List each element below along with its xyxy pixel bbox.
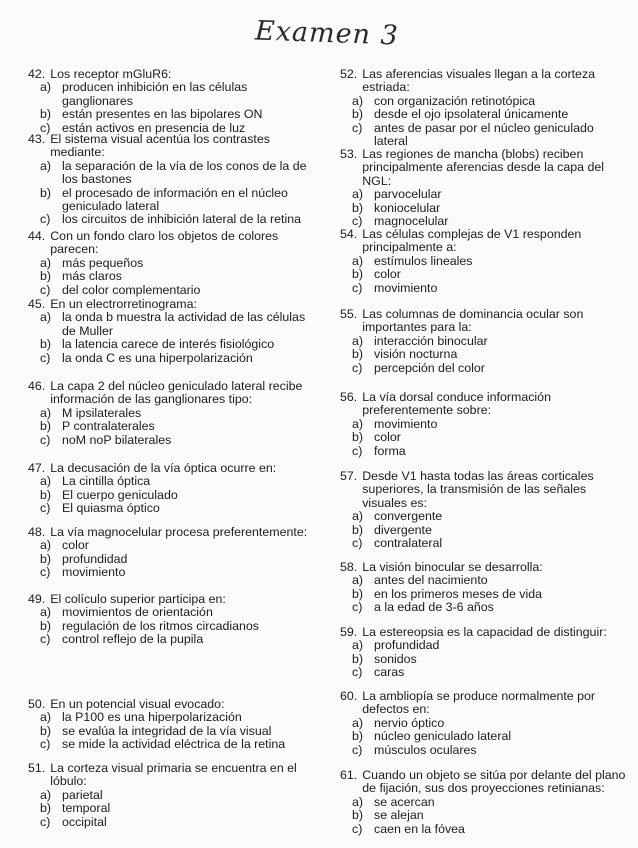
option-text: regulación de los ritmos circadianos [62, 618, 259, 633]
option-text: movimiento [374, 280, 438, 295]
answer-option [28, 539, 318, 552]
question-text: La vía dorsal conduce información preferentemente sobre: [362, 390, 551, 418]
answer-option [340, 666, 628, 679]
question-number: 51. [28, 761, 46, 775]
option-text: caen en la fóvea [374, 821, 465, 836]
question-text: La vía magnocelular procesa preferentemente: [50, 525, 308, 539]
answer-option [340, 431, 628, 444]
exam-title: Examen 3 [254, 15, 400, 52]
question-number: 45. [28, 297, 46, 311]
question-56 [340, 391, 628, 458]
question-number: 48. [28, 525, 46, 539]
question-43 [28, 133, 318, 227]
question-61 [340, 769, 628, 836]
option-letter: a) [352, 638, 364, 653]
option-text: movimiento [62, 565, 126, 580]
option-letter: c) [352, 443, 363, 458]
option-text: movimiento [374, 416, 438, 431]
option-text: se evalúa la integridad de la vía visual [62, 723, 272, 738]
option-text: movimientos de orientación [62, 605, 213, 620]
option-letter: c) [40, 814, 51, 829]
option-text: M ipsilaterales [62, 405, 142, 420]
answer-option [28, 711, 318, 724]
answer-option [340, 796, 628, 809]
question-stem [340, 148, 628, 188]
option-text: caras [374, 665, 405, 680]
question-stem [28, 230, 318, 257]
option-letter: c) [40, 632, 51, 647]
answer-option [340, 639, 628, 652]
answer-option [28, 816, 318, 829]
option-text: El cuerpo geniculado [62, 487, 178, 502]
answer-option [340, 255, 628, 268]
question-text: Con un fondo claro los objetos de colores parecen: [50, 229, 279, 257]
option-text: producen inhibición en las células ganglionares [62, 80, 248, 108]
answer-option [340, 95, 628, 108]
question-text: El colículo superior participa en: [50, 592, 226, 606]
question-50 [28, 698, 318, 752]
question-stem [340, 626, 628, 639]
question-stem [28, 68, 318, 81]
answer-option [340, 335, 628, 348]
question-number: 54. [340, 227, 358, 241]
question-number: 60. [340, 689, 358, 703]
answer-option [28, 738, 318, 751]
answer-option [340, 348, 628, 361]
question-text: Las células complejas de V1 responden principalmente a: [362, 227, 582, 255]
question-57 [340, 470, 628, 550]
option-letter: a) [40, 405, 52, 420]
question-59 [340, 626, 628, 680]
option-text: forma [374, 443, 406, 458]
option-text: interacción binocular [374, 333, 488, 348]
option-text: núcleo geniculado lateral [374, 729, 512, 744]
option-text: nervio óptico [374, 715, 445, 730]
question-stem [340, 690, 628, 717]
option-text: en los primeros meses de vida [374, 586, 543, 601]
question-stem [28, 698, 318, 711]
option-letter: b) [40, 618, 52, 633]
option-text: profundidad [374, 638, 440, 653]
question-number: 44. [28, 229, 46, 243]
question-stem [28, 593, 318, 606]
answer-option [340, 730, 628, 743]
question-number: 56. [340, 390, 358, 404]
answer-option [340, 122, 628, 149]
question-55 [340, 308, 628, 375]
question-stem [28, 762, 318, 789]
question-text: La decusación de la vía óptica ocurre en: [50, 461, 277, 475]
option-text: desde el ojo ipsolateral únicamente [374, 107, 569, 122]
question-number: 43. [28, 132, 46, 146]
option-text: la onda C es una hiperpolarización [62, 350, 253, 365]
question-54 [340, 228, 628, 295]
option-letter: c) [352, 280, 363, 295]
option-letter: a) [40, 538, 52, 553]
answer-option [28, 475, 318, 488]
option-letter: b) [352, 107, 364, 122]
question-text: Los receptor mGluR6: [50, 67, 172, 81]
answer-option [28, 213, 318, 226]
option-letter: b) [352, 267, 364, 282]
option-letter: b) [40, 551, 52, 566]
option-letter: b) [352, 651, 364, 666]
question-stem [340, 308, 628, 335]
option-text: antes del nacimiento [374, 573, 488, 588]
answer-option [28, 434, 318, 447]
option-letter: a) [40, 710, 52, 725]
option-letter: a) [352, 253, 364, 268]
option-letter: b) [40, 419, 52, 434]
answer-option [28, 160, 318, 187]
question-text: Las regiones de mancha (blobs) reciben principalmente aferencias desde la capa del NGL: [362, 147, 605, 188]
option-letter: c) [40, 501, 51, 516]
answer-option [28, 284, 318, 297]
question-53 [340, 148, 628, 228]
question-number: 57. [340, 469, 358, 483]
answer-option [28, 789, 318, 802]
option-text: se mide la actividad eléctrica de la retina [62, 737, 286, 752]
option-letter: a) [40, 310, 52, 325]
option-letter: b) [40, 337, 52, 352]
option-text: estímulos lineales [374, 253, 473, 268]
option-text: occipital [62, 814, 107, 829]
option-text: más claros [62, 269, 122, 284]
question-stem [28, 298, 318, 311]
answer-option [28, 81, 318, 108]
question-stem [28, 526, 318, 539]
answer-option [340, 717, 628, 730]
answer-option [28, 420, 318, 433]
option-text: convergente [374, 509, 443, 524]
option-text: temporal [62, 801, 111, 816]
option-letter: a) [352, 794, 364, 809]
option-text: color [374, 430, 401, 445]
question-stem [340, 769, 628, 796]
question-number: 53. [340, 147, 358, 161]
answer-option [340, 418, 628, 431]
option-letter: b) [352, 808, 364, 823]
answer-option [340, 524, 628, 537]
option-text: músculos oculares [374, 742, 477, 757]
question-number: 50. [28, 697, 46, 711]
answer-option [340, 744, 628, 757]
question-stem [340, 470, 628, 510]
answer-option [28, 407, 318, 420]
option-letter: a) [352, 416, 364, 431]
option-letter: c) [40, 565, 51, 580]
answer-option [28, 502, 318, 515]
answer-option [28, 338, 318, 351]
option-letter: b) [40, 185, 52, 200]
answer-option [340, 601, 628, 614]
option-text: se acercan [374, 794, 435, 809]
option-text: contralateral [374, 536, 443, 551]
option-letter: b) [352, 430, 364, 445]
question-60 [340, 690, 628, 757]
question-text: La visión binocular se desarrolla: [362, 560, 543, 574]
option-text: control reflejo de la pupila [62, 632, 204, 647]
answer-option [28, 489, 318, 502]
option-letter: b) [40, 107, 52, 122]
option-letter: c) [40, 432, 51, 447]
answer-option [28, 633, 318, 646]
question-number: 61. [340, 768, 358, 782]
option-text: están activos en presencia de luz [62, 120, 246, 135]
option-text: divergente [374, 522, 432, 537]
question-text: En un potencial visual evocado: [50, 697, 225, 711]
question-text: En un electrorretinograma: [50, 297, 197, 311]
option-letter: a) [352, 715, 364, 730]
option-letter: c) [40, 120, 51, 135]
answer-option [340, 653, 628, 666]
question-number: 46. [28, 379, 46, 393]
answer-option [28, 311, 318, 338]
option-letter: c) [352, 665, 363, 680]
question-stem [340, 561, 628, 574]
option-text: el procesado de información en el núcleo geniculado lateral [62, 185, 288, 214]
option-letter: b) [352, 522, 364, 537]
answer-option [340, 202, 628, 215]
option-letter: c) [352, 821, 363, 836]
answer-option [340, 108, 628, 121]
option-letter: c) [352, 214, 363, 229]
question-text: Las aferencias visuales llegan a la corteza estriada: [362, 67, 596, 95]
option-text: color [374, 267, 401, 282]
answer-option [340, 809, 628, 822]
option-letter: a) [40, 605, 52, 620]
question-number: 59. [340, 625, 358, 639]
option-text: la latencia carece de interés fisiológico [62, 337, 275, 352]
option-text: profundidad [62, 551, 128, 566]
option-text: noM noP bilaterales [62, 432, 172, 447]
option-text: magnocelular [374, 214, 449, 229]
question-number: 58. [340, 560, 358, 574]
answer-option [28, 606, 318, 619]
question-stem [28, 380, 318, 407]
option-letter: b) [352, 729, 364, 744]
question-number: 47. [28, 461, 46, 475]
option-text: koniocelular [374, 200, 441, 215]
option-letter: b) [40, 801, 52, 816]
option-letter: a) [40, 787, 52, 802]
option-letter: c) [352, 742, 363, 757]
answer-option [340, 588, 628, 601]
option-letter: a) [352, 333, 364, 348]
option-letter: b) [352, 200, 364, 215]
question-text: La ambliopía se produce normalmente por defectos en: [362, 689, 596, 717]
question-text: La estereopsia es la capacidad de distinguir: [362, 625, 607, 639]
option-letter: c) [40, 737, 51, 752]
question-42 [28, 68, 318, 135]
answer-option [28, 108, 318, 121]
option-letter: a) [40, 80, 52, 95]
question-46 [28, 380, 318, 447]
option-text: La cintilla óptica [62, 474, 151, 489]
option-letter: b) [40, 269, 52, 284]
question-49 [28, 593, 318, 647]
question-text: El sistema visual acentúa los contrastes mediante: [50, 132, 270, 160]
answer-option [340, 510, 628, 523]
question-45 [28, 298, 318, 365]
question-number: 52. [340, 67, 358, 81]
option-text: del color complementario [62, 282, 201, 297]
option-letter: b) [352, 347, 364, 362]
option-text: a la edad de 3-6 años [374, 600, 494, 615]
question-number: 55. [340, 307, 358, 321]
option-text: sonidos [374, 651, 417, 666]
option-letter: a) [352, 573, 364, 588]
question-stem [340, 228, 628, 255]
question-44 [28, 230, 318, 297]
option-letter: c) [352, 120, 363, 135]
question-number: 42. [28, 67, 46, 81]
answer-option [28, 725, 318, 738]
question-51 [28, 762, 318, 829]
option-text: percepción del color [374, 360, 485, 375]
option-text: color [62, 538, 89, 553]
answer-option [28, 352, 318, 365]
option-letter: a) [352, 93, 364, 108]
option-letter: a) [40, 158, 52, 173]
question-stem [28, 462, 318, 475]
answer-option [340, 823, 628, 836]
answer-option [340, 537, 628, 550]
answer-option [340, 268, 628, 281]
option-letter: b) [40, 487, 52, 502]
question-number: 49. [28, 592, 46, 606]
option-text: más pequeños [62, 255, 144, 270]
answer-option [28, 270, 318, 283]
option-letter: c) [40, 282, 51, 297]
answer-option [28, 187, 318, 214]
option-text: se alejan [374, 808, 424, 823]
option-text: parvocelular [374, 187, 442, 202]
question-47 [28, 462, 318, 516]
question-stem [340, 68, 628, 95]
option-text: antes de pasar por el núcleo geniculado lateral [374, 120, 594, 149]
option-letter: b) [352, 586, 364, 601]
answer-option [340, 188, 628, 201]
question-58 [340, 561, 628, 615]
question-stem [28, 133, 318, 160]
option-letter: c) [352, 600, 363, 615]
question-48 [28, 526, 318, 580]
question-stem [340, 391, 628, 418]
option-letter: c) [352, 360, 363, 375]
option-letter: a) [352, 187, 364, 202]
question-text: Las columnas de dominancia ocular son importantes para la: [362, 307, 584, 335]
option-text: parietal [62, 787, 103, 802]
option-text: los circuitos de inhibición lateral de la retina [62, 212, 301, 227]
option-letter: a) [40, 474, 52, 489]
option-text: con organización retinotópica [374, 93, 536, 108]
option-text: visión nocturna [374, 347, 458, 362]
answer-option [340, 445, 628, 458]
answer-option [340, 574, 628, 587]
answer-option [28, 257, 318, 270]
option-text: la P100 es una hiperpolarización [62, 710, 242, 725]
answer-option [28, 802, 318, 815]
question-text: La capa 2 del núcleo geniculado lateral recibe información de las ganglionares tipo: [50, 379, 303, 407]
option-text: la onda b muestra la actividad de las células de Muller [62, 310, 306, 338]
option-letter: c) [40, 350, 51, 365]
answer-option [340, 282, 628, 295]
answer-option [28, 566, 318, 579]
option-text: están presentes en las bipolares ON [62, 107, 263, 122]
option-text: El quiasma óptico [62, 501, 160, 516]
option-letter: c) [40, 212, 51, 227]
answer-option [28, 620, 318, 633]
option-letter: b) [40, 723, 52, 738]
question-text: Desde V1 hasta todas las áreas corticales superiores, la transmisión de las señales visuales es: [362, 469, 594, 510]
answer-option [28, 553, 318, 566]
option-text: P contralaterales [62, 419, 155, 434]
question-text: Cuando un objeto se sitúa por delante del plano de fijación, sus dos proyecciones retinianas: [362, 768, 626, 796]
option-letter: a) [40, 255, 52, 270]
option-letter: a) [352, 509, 364, 524]
question-text: La corteza visual primaria se encuentra en el lóbulo: [50, 761, 297, 789]
option-letter: c) [352, 536, 363, 551]
question-52 [340, 68, 628, 148]
answer-option [340, 362, 628, 375]
option-text: la separación de la vía de los conos de la de los bastones [62, 158, 307, 187]
